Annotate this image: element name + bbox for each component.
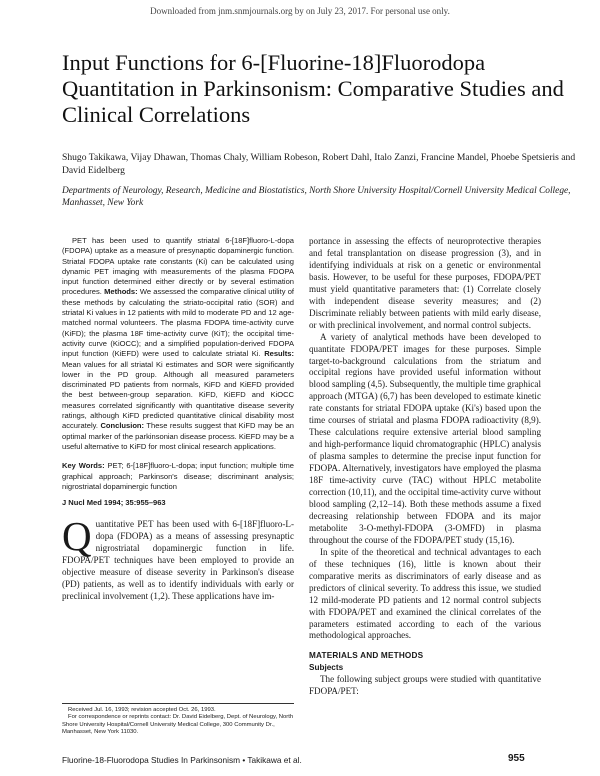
subsection-heading: Subjects — [309, 663, 344, 673]
article-title: Input Functions for 6-[Fluorine-18]Fluorodopa Quantitation in Parkinsonism: Comparative Studies and Clinical Correlations — [62, 50, 564, 127]
page-number: 955 — [508, 753, 525, 764]
paragraph-2: A variety of analytical methods have been developed to quantitate FDOPA/PET images for these purposes. Simple target-to-background calculations from the striatum and occipital regions have provided useful information without blood sampling (4,5). Subsequently, the multiple time graphical approach (MTGA) (6,7) has been developed to estimate kinetic rate constants for striatal FDOPA uptake (Ki's) based upon the time courses of striatal and plasma FDOPA radioactivity (8,9). These calculations require extensive arterial blood sampling and high-performance liquid chromatographic (HPLC) analysis of plasma samples to determine the precise input function for FDOPA. Alternatively, investigators have employed the plasma 18F time-activity curve (TAC) without HPLC metabolite correction (10,11), and the occipital time-activity curve without blood sampling (2,12–14). Both these methods assume a fixed decreasing relationship between FDOPA and its major metabolite 3-O-methyl-FDOPA (3-OMFD) in plasma throughout the course of the FDOPA/PET study (15,16). — [309, 331, 541, 545]
left-column — [62, 236, 294, 603]
results-label: Results: — [264, 349, 294, 359]
affiliation: Departments of Neurology, Research, Medicine and Biostatistics, North Shore University Hospital/Cornell University Medical College, Manhasset, New York — [62, 186, 571, 208]
keywords-text: PET; 6-[18F]fluoro-L-dopa; input function; multiple time graphical approach; Parkinson's disease; discriminant analysis; nigrostriatal dopaminergic function — [62, 461, 295, 491]
abstract-background: PET has been used to quantify striatal 6-[18F]fluoro-L-dopa (FDOPA) uptake as a measure of presynaptic dopaminergic function. Striatal FDOPA uptake rate constants (Ki) can be calculated using dynamic PET imaging with measurements of the plasma FDOPA input function determined either directly or by several estimation procedures. — [62, 236, 294, 297]
download-note: Downloaded from jnm.snmjournals.org by on July 23, 2017. For personal use only. — [150, 6, 450, 16]
introduction — [62, 513, 294, 603]
right-column — [309, 236, 541, 698]
footnote — [62, 703, 294, 737]
correspondence-note: For correspondence or reprints contact: Dr. David Eidelberg, Dept. of Neurology, North Shore University Hospital/Cornell University Medical College, 300 Community Dr., Manhasset, New York 11030. — [62, 714, 294, 736]
author-list: Shugo Takikawa, Vijay Dhawan, Thomas Chaly, William Robeson, Robert Dahl, Italo Zanzi, Francine Mandel, Phoebe Spetsieris and David Eidelberg — [62, 152, 576, 176]
methods-label: Methods: — [104, 287, 138, 297]
drop-cap: Q — [62, 513, 92, 560]
intro-paragraph: uantitative PET has been used with 6-[18F]fluoro-L-dopa (FDOPA) as a means of assessing presynaptic nigrostriatal dopaminergic function in life. FDOPA/PET techniques have been employed to provide an objective measure of disease severity in Parkinson's disease (PD) patients, as well as to identify individuals with early or preclinical involvement (1,2). These applications have im- — [62, 519, 294, 601]
keywords-label: Key Words: — [62, 461, 105, 471]
paragraph-1: portance in assessing the effects of neuroprotective therapies and fetal transplantation on disease progression (3), and in identifying individuals at risk on a genetic or environmental basis. However, to be useful for these purposes, FDOPA/PET must yield quantitative parameters that: (1) Correlate closely with independent disease severity measures; and (2) Discriminate reliably between patients with mild early disease, or with preclinical involvement, and normal control subjects. — [309, 236, 541, 330]
keywords — [62, 461, 294, 492]
right-body — [309, 236, 541, 642]
abstract — [62, 236, 294, 452]
running-title: Fluorine-18-Fluorodopa Studies In Parkinsonism • Takikawa et al. — [62, 755, 302, 765]
paragraph-3: In spite of the theoretical and technical advantages to each of these techniques (16), little is known about their comparative merits as discriminators of early disease and as predictors of clinical severity. To address this issue, we studied 12 mild-moderate PD patients and 12 normal control subjects with FDOPA/PET and examined the clinical correlates of the parameters estimated according to each of the various methodological approaches. — [309, 546, 541, 641]
subjects-body — [309, 674, 541, 698]
journal-citation: J Nucl Med 1994; 35:955–963 — [62, 498, 166, 508]
paragraph-4: The following subject groups were studied with quantitative FDOPA/PET: — [309, 674, 541, 697]
received-note: Received Jul. 16, 1993; revision accepted Oct. 26, 1993. — [68, 707, 216, 713]
abstract-methods: We assessed the comparative clinical utility of these methods by calculating the striato-occipital ratio (SOR) and striatal Ki values in 12 patients with mild to moderate PD and 12 age-matched normal volunteers. The plasma FDOPA time-activity curve (KiFD); the plasma 18F time-activity curve (KiT); the occipital time-activity curve (KiOCC); and a simplified population-derived FDOPA input function (KiEFD) were used to calculate striatal Ki. — [62, 287, 294, 359]
conclusion-label: Conclusion: — [100, 421, 145, 431]
section-heading: MATERIALS AND METHODS — [309, 651, 424, 661]
abstract-results: Mean values for all striatal Ki estimates and SOR were significantly lower in the PD group. Although all measured parameters discriminated PD patients from normals, KiFD and KiEFD provided the best between-group separation. KiFD, KiEFD and KiOCC measures correlated significantly with quantitative disease severity ratings, although KiFD predicted quantitative clinical disability most accurately. — [62, 359, 294, 431]
abstract-conclusion: These results suggest that KiFD may be an optimal marker of the parkinsonian disease process. KiEFD may be a useful alternative to KiFD for most clinical research applications. — [62, 421, 294, 451]
